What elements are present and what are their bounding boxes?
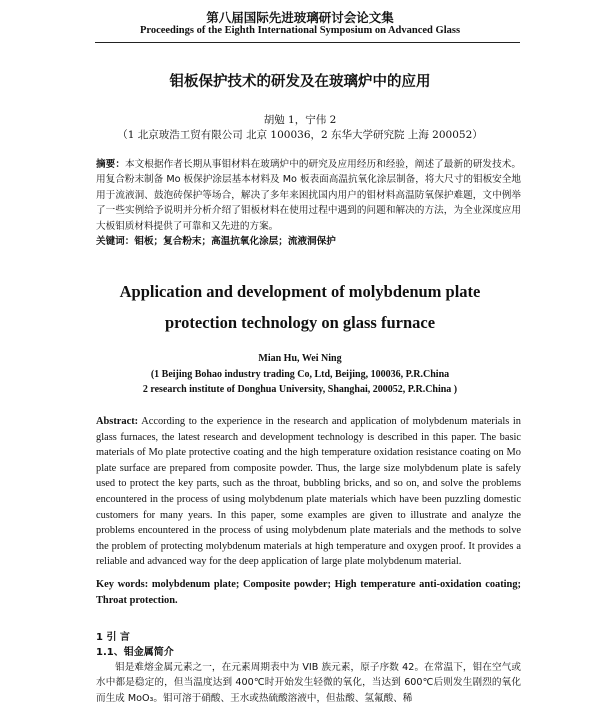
- paper-title-en-line1: Application and development of molybdenum plate: [119, 282, 481, 301]
- abstract-cn-label: 摘要：: [96, 159, 125, 170]
- abstract-en: [96, 414, 521, 570]
- body-paragraph-cn: 钼是难熔金属元素之一，在元素周期表中为 VIB 族元素，原子序数 42。在常温下，钼在空气或水中都是稳定的，但当温度达到 400℃时开始发生轻微的氧化，当达到 600℃后则发生剧烈的氧化而生成 MoO₃。钼可溶于硝酸、王水或热硫酸溶液中，但盐酸、氢氟酸、稀: [96, 662, 521, 704]
- abstract-en-text: According to the experience in the research and application of molybdenum materials in glass furnaces, the latest research and development technology is described in this paper. The basic materials of Mo plate protective coating and the high temperature oxidation resistance coating on Mo plate surface are prepared from composite powder. Thus, the large size molybdenum plate is safely used to protect the key parts, such as the throat, bubbling bricks, and so on, and solve the problems encountered in the process of using molybdenum plate materials which have been puzzling domestic customers for many years. In this paper, some examples are given to illustrate and analyze the problems encountered in the process of using molybdenum plate materials and the methods to solve the problem of protecting molybdenum materials at high temperature and oxygen proof. It provides a reliable and advanced way for the deep application of large plate molybdenum material.: [96, 416, 521, 568]
- header-rule: [95, 42, 520, 43]
- keywords-cn-text: 钼板；复合粉末；高温抗氧化涂层；流液洞保护: [134, 236, 336, 247]
- paper-title-en-line2: protection technology on glass furnace: [164, 313, 436, 332]
- keywords-cn: [96, 234, 521, 249]
- keywords-en-label: Key words:: [96, 579, 149, 590]
- abstract-cn-text: 本文根据作者长期从事钼材料在玻璃炉中的研究及应用经历和经验，阐述了最新的研发技术。用复合粉末制备 Mo 板保护涂层基本材料及 Mo 板表面高温抗氧化涂层制备，将大尺寸的钼板安全地用于流液洞、鼓泡砖保护等场合，解决了多年来困扰国内用户的钼材料高温防氧保护难题，文中例举了一些实例给予说明并分析介绍了钼板材料在使用过程中遇到的问题和解决的方法，为全业深度应用大板钼质材料提供了可靠和又先进的方案。: [96, 159, 522, 232]
- keywords-en-text: molybdenum plate; Composite powder; High temperature anti-oxidation coating; Throat protection.: [96, 579, 521, 606]
- paper-title-cn: 钼板保护技术的研发及在玻璃炉中的应用: [169, 74, 431, 90]
- authors-cn: 胡勉 1，宁伟 2: [263, 114, 337, 126]
- affiliation-cn: （1 北京玻浩工贸有限公司 北京 100036，2 东华大学研究院 上海 200052）: [117, 129, 483, 141]
- keywords-cn-label: 关键词：: [96, 236, 135, 247]
- affiliation-en-line2: 2 research institute of Donghua University, Shanghai, 200052, P.R.China ): [142, 384, 458, 395]
- section-heading-introduction: 1 引 言: [96, 632, 130, 643]
- abstract-en-label: Abstract:: [96, 416, 139, 427]
- abstract-cn: [96, 157, 521, 234]
- affiliation-en-line1: (1 Beijing Bohao industry trading Co, Ltd, Beijing, 100036, P.R.China: [150, 369, 450, 380]
- keywords-en: [96, 577, 521, 608]
- running-header-cn: 第八届国际先进玻璃研讨会论文集: [206, 10, 394, 25]
- subsection-heading-molybdenum: 1.1、钼金属简介: [96, 647, 174, 658]
- running-header-en: Proceedings of the Eighth International Symposium on Advanced Glass: [139, 25, 461, 36]
- authors-en: Mian Hu, Wei Ning: [258, 353, 342, 364]
